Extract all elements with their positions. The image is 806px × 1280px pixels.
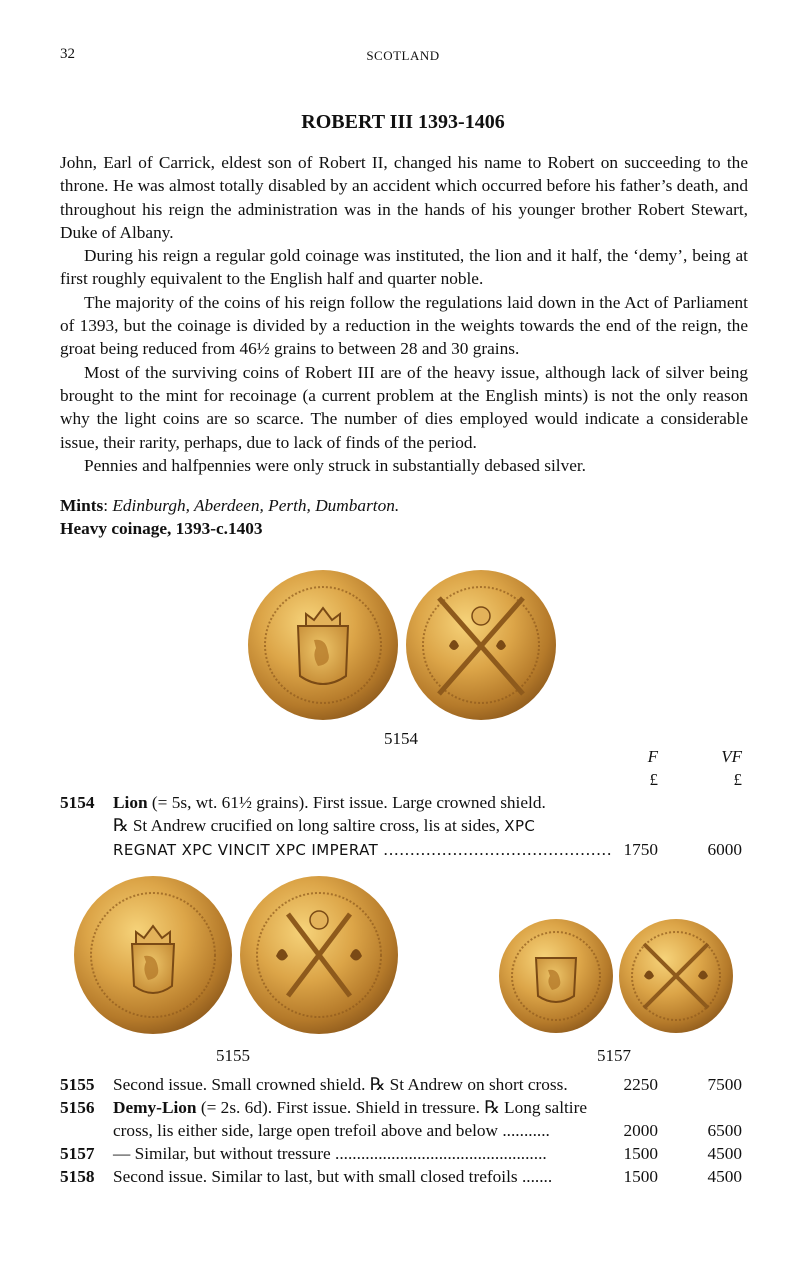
entry-text: (= 2s. 6d). First issue. Shield in tressure. ℞ Long saltire xyxy=(196,1098,588,1117)
price-vf: 4500 xyxy=(707,1167,742,1186)
coin-name: Demy-Lion xyxy=(113,1098,197,1117)
coin-image-5157-obverse xyxy=(498,918,614,1034)
coin-image-5157-reverse xyxy=(618,918,734,1034)
entry-5156-line1 xyxy=(113,1098,587,1118)
price-f: 1500 xyxy=(623,1167,658,1186)
mints-list: Edinburgh, Aberdeen, Perth, Dumbarton. xyxy=(112,496,400,515)
price-f: 2250 xyxy=(623,1075,658,1094)
coin-image-5155-reverse xyxy=(238,874,400,1036)
paragraph: The majority of the coins of his reign follow the regulations laid down in the Act of Parliament of 1393, but the coinage is divided by a reduction in the weights towards the end of the reign, the groat being reduced from 46½ grains to between 28 and 30 grains. xyxy=(60,292,748,359)
legend-text: REGNAT XPC VINCIT XPC IMPERAT xyxy=(113,841,379,859)
catalogue-number: 5155 xyxy=(60,1075,95,1094)
coin-image-5154-obverse xyxy=(246,568,400,722)
entry-text: (= 5s, wt. 61½ grains). First issue. Large crowned shield. xyxy=(147,793,546,812)
mints-line xyxy=(60,496,399,516)
price-f: 1500 xyxy=(623,1144,658,1163)
mints-sep: : xyxy=(103,496,113,515)
section-heading: Heavy coinage, 1393-c.1403 xyxy=(60,519,263,538)
figure-label-5154: 5154 xyxy=(384,729,418,748)
price-vf: 7500 xyxy=(707,1075,742,1094)
price-vf: 6500 xyxy=(707,1121,742,1140)
catalogue-number: 5158 xyxy=(60,1167,95,1186)
column-header-f: F xyxy=(647,747,658,766)
legend-text: XPC xyxy=(504,817,536,835)
entry-5156-line2: cross, lis either side, large open trefoil above and below ........... xyxy=(113,1121,550,1140)
entry-5155-text: Second issue. Small crowned shield. ℞ St Andrew on short cross. xyxy=(113,1075,568,1094)
entry-5158-text: Second issue. Similar to last, but with small closed trefoils ....... xyxy=(113,1167,553,1186)
figure-label-5155: 5155 xyxy=(216,1046,250,1065)
entry-5154-line1 xyxy=(113,793,546,813)
currency-f: £ xyxy=(649,770,658,789)
coin-image-5155-obverse xyxy=(72,874,234,1036)
coin-name: Lion xyxy=(113,793,148,812)
coin-image-5154-reverse xyxy=(404,568,558,722)
price-f: 2000 xyxy=(623,1121,658,1140)
page-title: ROBERT III 1393-1406 xyxy=(301,111,505,133)
figure-label-5157: 5157 xyxy=(597,1046,631,1065)
catalogue-number: 5154 xyxy=(60,793,95,812)
price-f: 1750 xyxy=(623,840,658,859)
entry-text: ℞ St Andrew crucified on long saltire cross, lis at sides, xyxy=(113,816,505,835)
currency-vf: £ xyxy=(733,770,742,789)
paragraph: John, Earl of Carrick, eldest son of Robert II, changed his name to Robert on succeeding to the throne. He was almost totally disabled by an accident which occurred before his father’s death, and throughout his reign the administration was in the hands of his younger brother Robert Stewart, Duke of Albany. xyxy=(60,153,748,242)
catalogue-number: 5156 xyxy=(60,1098,95,1117)
price-vf: 4500 xyxy=(707,1144,742,1163)
leader-dots: ........................................... xyxy=(378,840,613,859)
catalogue-number: 5157 xyxy=(60,1144,95,1163)
paragraph: During his reign a regular gold coinage was instituted, the lion and it half, the ‘demy’, being at first roughly equivalent to the English half and quarter noble. xyxy=(60,246,748,289)
entry-5157-text: — Similar, but without tressure ................................................. xyxy=(113,1144,547,1163)
running-head: SCOTLAND xyxy=(366,48,440,63)
paragraph: Most of the surviving coins of Robert III are of the heavy issue, although lack of silver being brought to the mint for recoinage (a current problem at the English mints) is not the only reason why the light coins are so scarce. The number of dies employed would indicate a considerable issue, their rarity, perhaps, due to lack of finds of the period. xyxy=(60,362,748,452)
column-header-vf: VF xyxy=(721,747,742,766)
mints-label: Mints xyxy=(60,496,104,515)
entry-5154-line2 xyxy=(113,816,535,836)
paragraph: Pennies and halfpennies were only struck in substantially debased silver. xyxy=(84,455,586,475)
page-number: 32 xyxy=(60,46,75,62)
intro-text xyxy=(60,151,748,477)
price-vf: 6000 xyxy=(707,840,742,859)
entry-5154-line3 xyxy=(113,840,612,860)
